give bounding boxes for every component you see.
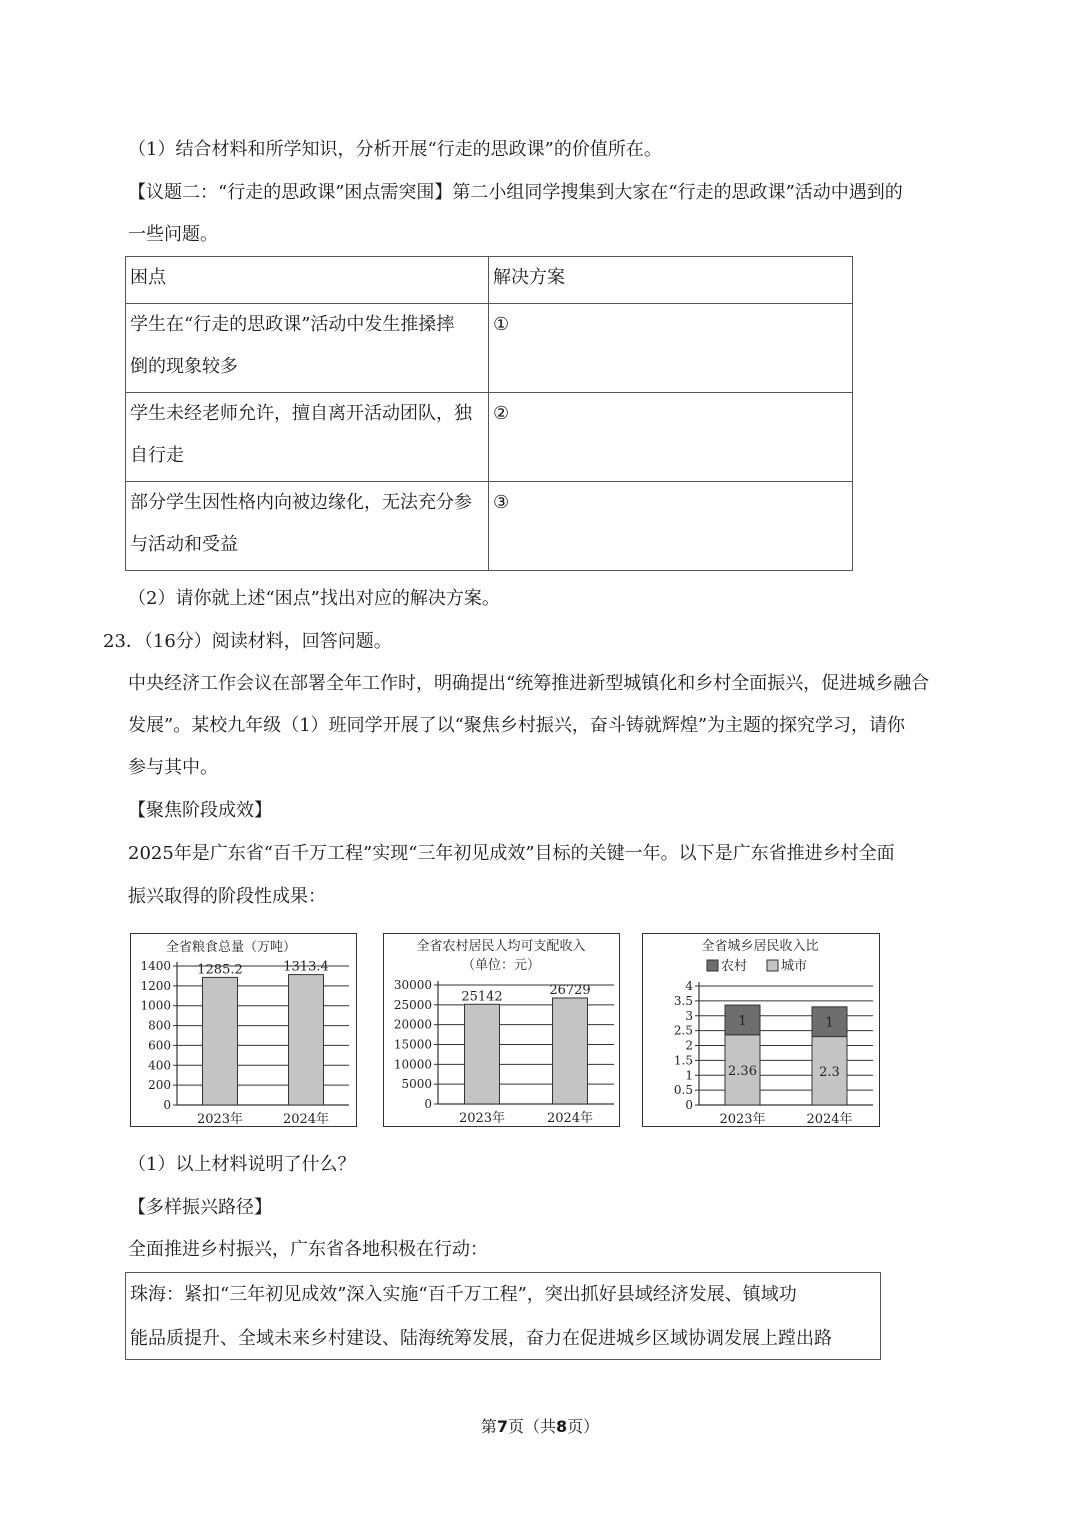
table-cell-solution: ③ xyxy=(489,482,853,571)
chart-data-label: 26729 xyxy=(549,982,591,998)
topic2-heading-line2: 一些问题。 xyxy=(128,224,218,245)
question-part-2: （2）请你就上述“困点”找出对应的解决方案。 xyxy=(128,588,500,609)
footer-text: 页） xyxy=(567,1417,600,1436)
chart-tick-label: 5000 xyxy=(401,1077,432,1092)
question-23-part-1: （1）以上材料说明了什么？ xyxy=(128,1154,356,1175)
chart-title: 全省农村居民人均可支配收入 xyxy=(416,939,586,954)
chart-tick-label: 30000 xyxy=(393,978,432,992)
difficulty-table xyxy=(125,256,853,571)
chart-category-label: 2024年 xyxy=(806,1112,853,1126)
chart-legend-swatch xyxy=(767,960,778,971)
footer-total-pages: 8 xyxy=(556,1417,568,1436)
table-row xyxy=(126,304,853,393)
chart-tick-label: 0 xyxy=(685,1098,693,1112)
chart-grain-total xyxy=(130,933,357,1127)
section-results-text: 2025年是广东省“百千万工程”实现“三年初见成效”目标的关键一年。以下是广东省推进乡村全面 xyxy=(128,843,895,864)
chart-subtitle: （单位：元） xyxy=(461,958,541,973)
chart-tick-label: 200 xyxy=(148,1078,171,1093)
chart-legend-label: 城市 xyxy=(781,959,808,974)
problem-line: 学生在“行走的思政课”活动中发生推搡摔 xyxy=(130,314,455,335)
chart-category-label: 2024年 xyxy=(546,1111,594,1126)
section-heading-results: 【聚焦阶段成效】 xyxy=(128,800,272,821)
chart-tick-label: 2 xyxy=(685,1038,693,1053)
table-cell-solution: ① xyxy=(489,304,853,393)
chart-tick-label: 1 xyxy=(685,1068,693,1083)
table-cell-problem xyxy=(126,482,489,571)
chart-tick-label: 15000 xyxy=(393,1037,432,1052)
question-instruction: （16分）阅读材料，回答问题。 xyxy=(143,631,392,652)
chart-tick-label: 2.5 xyxy=(673,1023,693,1038)
page-footer xyxy=(0,1414,1080,1437)
chart-bar xyxy=(289,975,324,1105)
footer-page-number: 7 xyxy=(496,1417,508,1436)
chart-data-label: 1313.4 xyxy=(283,959,329,975)
chart-tick-label: 1400 xyxy=(140,959,171,973)
question-part-1: （1）结合材料和所学知识，分析开展“行走的思政课”的价值所在。 xyxy=(128,139,662,160)
chart-tick-label: 0 xyxy=(163,1098,171,1112)
topic2-heading-line1: 【议题二：“行走的思政课”困点需突围】第二小组同学搜集到大家在“行走的思政课”活动中遇到的 xyxy=(128,182,903,203)
footer-text: 页（共 xyxy=(507,1417,556,1436)
material-line: 珠海：紧扣“三年初见成效”深入实施“百千万工程”，突出抓好县域经济发展、镇域功 xyxy=(130,1284,797,1305)
problem-line: 与活动和受益 xyxy=(130,534,238,555)
chart-svg xyxy=(384,934,619,1126)
material-box-zhuhai xyxy=(125,1272,881,1360)
chart-tick-label: 1.5 xyxy=(673,1053,693,1068)
section-results-text: 振兴取得的阶段性成果： xyxy=(128,886,326,907)
question-23-header xyxy=(103,630,392,654)
problem-line: 部分学生因性格内向被边缘化，无法充分参 xyxy=(130,492,472,513)
section-paths-text: 全面推进乡村振兴，广东省各地积极在行动： xyxy=(128,1239,488,1260)
chart-tick-label: 3 xyxy=(685,1008,693,1023)
chart-legend-swatch xyxy=(707,960,718,971)
chart-legend-label: 农村 xyxy=(721,959,748,974)
footer-text: 第 xyxy=(480,1417,497,1436)
chart-data-label: 2.36 xyxy=(728,1063,757,1079)
problem-line: 倒的现象较多 xyxy=(130,356,238,377)
chart-rural-income xyxy=(383,933,620,1127)
chart-data-label: 25142 xyxy=(461,989,503,1005)
q23-intro-line: 中央经济工作会议在部署全年工作时，明确提出“统筹推进新型城镇化和乡村全面振兴，促进城乡融合 xyxy=(128,673,930,694)
chart-svg xyxy=(643,934,879,1126)
chart-category-label: 2023年 xyxy=(196,1112,244,1126)
table-row xyxy=(126,393,853,482)
problem-line: 学生未经老师允许，擅自离开活动团队，独 xyxy=(130,403,472,424)
table-cell-problem xyxy=(126,393,489,482)
question-number: 23． xyxy=(103,631,144,652)
q23-intro-line: 发展”。某校九年级（1）班同学开展了以“聚焦乡村振兴，奋斗铸就辉煌”为主题的探究学习，请你 xyxy=(128,715,906,736)
chart-bar xyxy=(203,977,238,1105)
chart-tick-label: 0.5 xyxy=(673,1083,693,1098)
chart-data-label: 1 xyxy=(825,1015,834,1031)
chart-category-label: 2023年 xyxy=(719,1112,766,1126)
chart-tick-label: 3.5 xyxy=(673,993,693,1008)
chart-tick-label: 400 xyxy=(148,1058,171,1073)
chart-title: 全省城乡居民收入比 xyxy=(701,939,819,954)
chart-income-ratio xyxy=(642,933,880,1127)
chart-tick-label: 1200 xyxy=(140,978,171,993)
chart-tick-label: 10000 xyxy=(393,1057,432,1072)
table-header-row xyxy=(126,257,853,304)
table-cell-solution: ② xyxy=(489,393,853,482)
chart-tick-label: 0 xyxy=(424,1097,432,1111)
table-header-problem: 困点 xyxy=(126,257,489,304)
chart-data-label: 2.3 xyxy=(819,1064,840,1080)
q23-intro-line: 参与其中。 xyxy=(128,757,218,778)
chart-tick-label: 25000 xyxy=(393,997,432,1012)
problem-line: 自行走 xyxy=(130,445,184,466)
section-heading-paths: 【多样振兴路径】 xyxy=(128,1197,272,1218)
table-cell-problem xyxy=(126,304,489,393)
chart-tick-label: 4 xyxy=(685,979,693,993)
chart-data-label: 1285.2 xyxy=(197,962,243,978)
chart-bar xyxy=(553,998,588,1104)
chart-tick-label: 1000 xyxy=(140,998,171,1013)
chart-data-label: 1 xyxy=(738,1013,747,1029)
chart-tick-label: 600 xyxy=(148,1038,171,1053)
chart-category-label: 2023年 xyxy=(458,1111,506,1126)
chart-category-label: 2024年 xyxy=(282,1112,330,1126)
table-header-solution: 解决方案 xyxy=(489,257,853,304)
chart-bar xyxy=(465,1004,500,1104)
chart-title: 全省粮食总量（万吨） xyxy=(165,940,297,955)
chart-tick-label: 800 xyxy=(148,1018,171,1033)
material-line: 能品质提升、全域未来乡村建设、陆海统筹发展，奋力在促进城乡区域协调发展上蹚出路 xyxy=(130,1328,832,1349)
chart-svg xyxy=(131,934,356,1126)
table-row xyxy=(126,482,853,571)
chart-tick-label: 20000 xyxy=(393,1017,432,1032)
